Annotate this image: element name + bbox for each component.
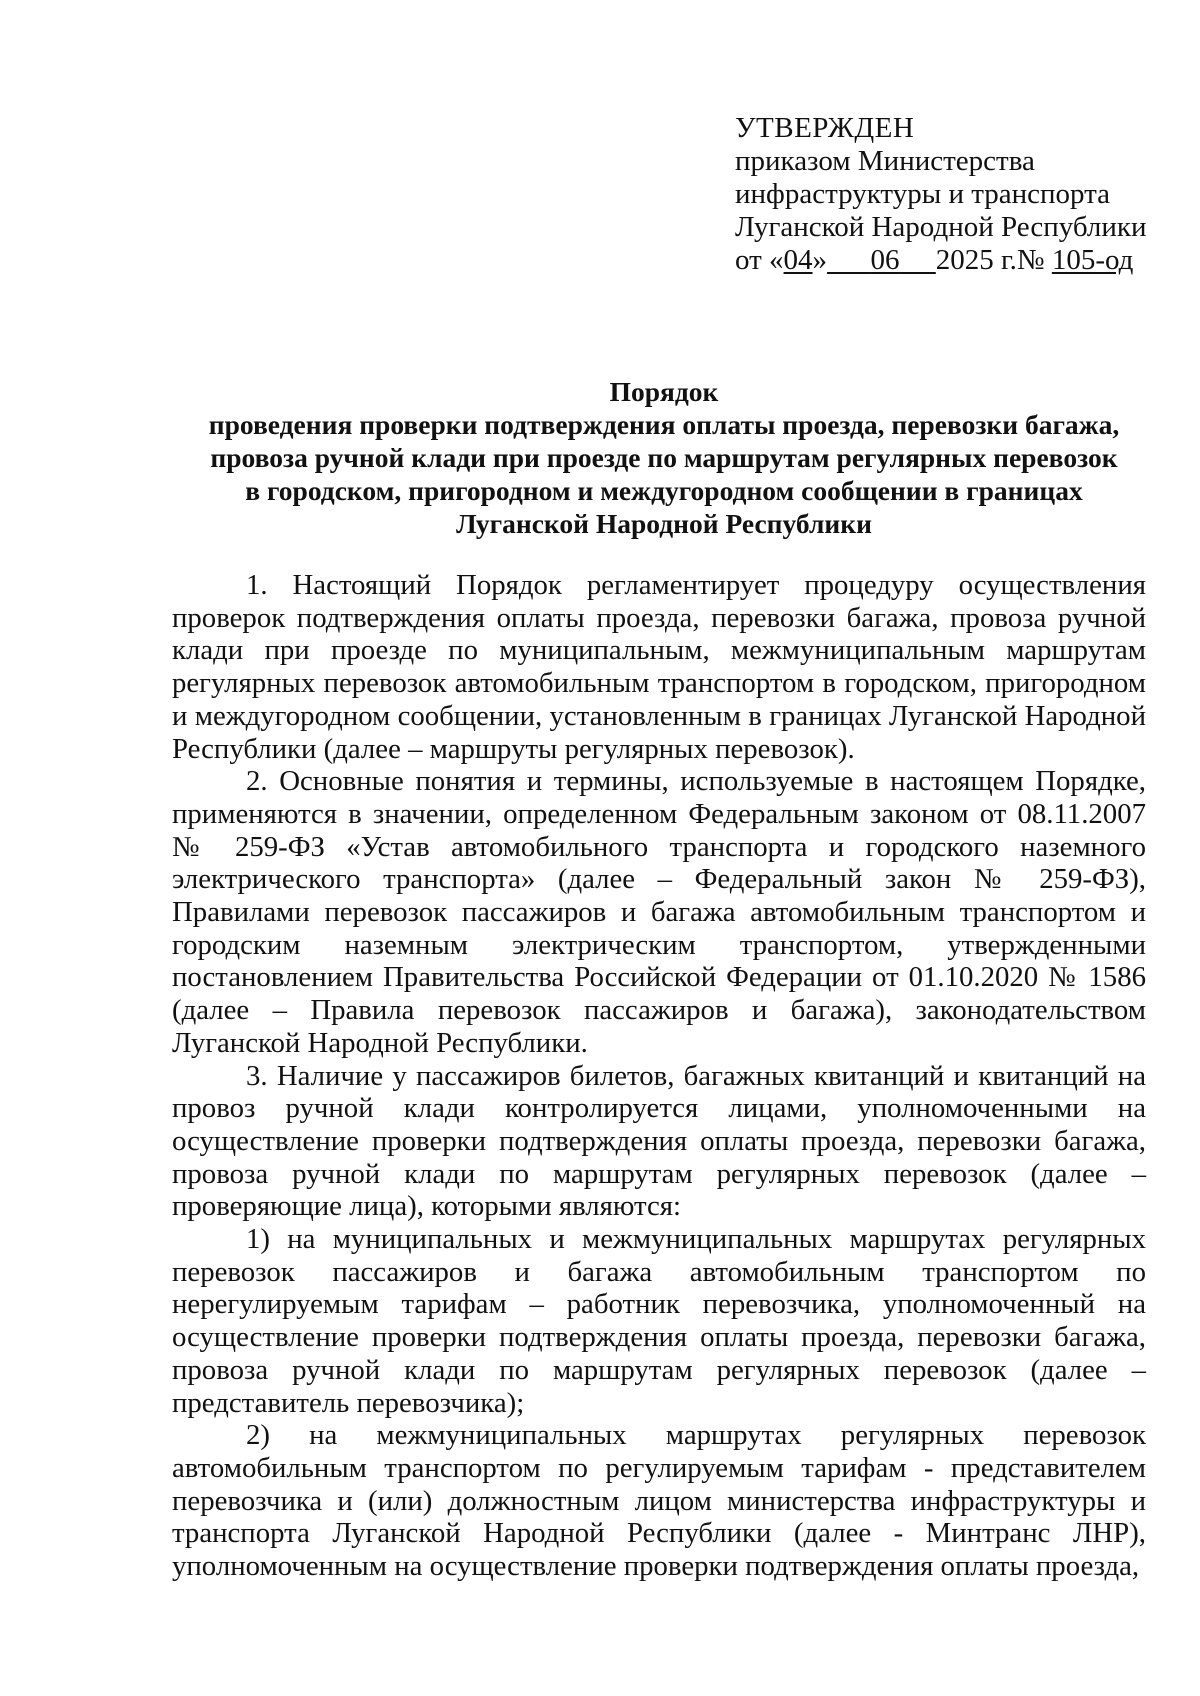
approval-line-order: приказом Министерства (735, 145, 1035, 177)
paragraph-3-text: 3. Наличие у пассажиров билетов, багажных квитанций и квитанций на провоз ручной клади контролируется лицами, уполномоченными на осуществление проверки подтверждения оплаты проезда, перевозки багажа, провоза ручной клади по маршрутам регулярных перевозок (далее – проверяющие лица), которыми являются: (172, 1059, 1146, 1223)
date-month-field (827, 244, 936, 276)
approval-heading: УТВЕРЖДЕН (735, 112, 915, 144)
list-item-1-text: 1) на муниципальных и межмуниципальных маршрутах регулярных перевозок пассажиров и багажа автомобильным транспортом по нерегулируемым тарифам – работник перевозчика, уполномоченный на осуществление проверки подтверждения оплаты проезда, перевозки багажа, провоза ручной клади по маршрутам регулярных перевозок (далее – представитель перевозчика); (172, 1223, 1146, 1419)
approval-stamp-block (735, 112, 1155, 277)
approval-date-line (735, 244, 1155, 277)
list-item-1 (172, 1223, 1146, 1419)
title-line-4: в городском, пригородном и междугородном сообщении в границах (245, 475, 1083, 506)
paragraph-2-text: 2. Основные понятия и термины, используемые в настоящем Порядке, применяются в значении, определенном Федеральным законом от 08.11.2007 № 259-ФЗ «Устав автомобильного транспорта и городского наземного электрического транспорта» (далее – Федеральный закон № 259-ФЗ), Правилами перевозок пассажиров и багажа автомобильным транспортом и городским наземным электрическим транспортом, утвержденными постановлением Правительства Российской Федерации от 01.10.2020 № 1586 (далее – Правила перевозок пассажиров и багажа), законодательством Луганской Народной Республики. (172, 765, 1146, 1059)
document-title (160, 375, 1168, 540)
list-item-2-text: 2) на межмуниципальных маршрутах регулярных перевозок автомобильным транспортом по регулируемым тарифам - представителем перевозчика и (или) должностным лицом министерства инфраструктуры и транспорта Луганской Народной Республики (далее - Минтранс ЛНР), уполномоченным на осуществление проверки подтверждения оплаты проезда, (172, 1419, 1146, 1583)
approval-line-republic: Луганской Народной Республики (735, 211, 1147, 243)
date-day: 04 (783, 244, 813, 276)
title-line-5: Луганской Народной Республики (456, 508, 872, 539)
date-year: 2025 г.№ (935, 244, 1052, 276)
order-number: 105-од (1051, 244, 1134, 276)
list-item-2 (172, 1419, 1146, 1583)
paragraph-3 (172, 1060, 1146, 1224)
approval-line-ministry: инфраструктуры и транспорта (735, 178, 1111, 210)
title-line-1: Порядок (609, 376, 719, 407)
paragraph-1 (172, 569, 1146, 765)
title-line-2: проведения проверки подтверждения оплаты проезда, перевозки багажа, (208, 409, 1120, 440)
date-prefix: от « (735, 244, 784, 276)
document-body (172, 569, 1146, 1583)
date-mid: » (812, 244, 828, 276)
date-month: 06 (870, 244, 900, 276)
title-line-3: провоза ручной клади при проезде по маршрутам регулярных перевозок (210, 442, 1118, 473)
paragraph-2 (172, 765, 1146, 1059)
paragraph-1-text: 1. Настоящий Порядок регламентирует процедуру осуществления проверок подтверждения оплаты проезда, перевозки багажа, провоза ручной клади при проезде по муниципальным, межмуниципальным маршрутам регулярных перевозок автомобильным транспортом в городском, пригородном и междугородном сообщении, установленным в границах Луганской Народной Республики (далее – маршруты регулярных перевозок). (172, 569, 1146, 765)
